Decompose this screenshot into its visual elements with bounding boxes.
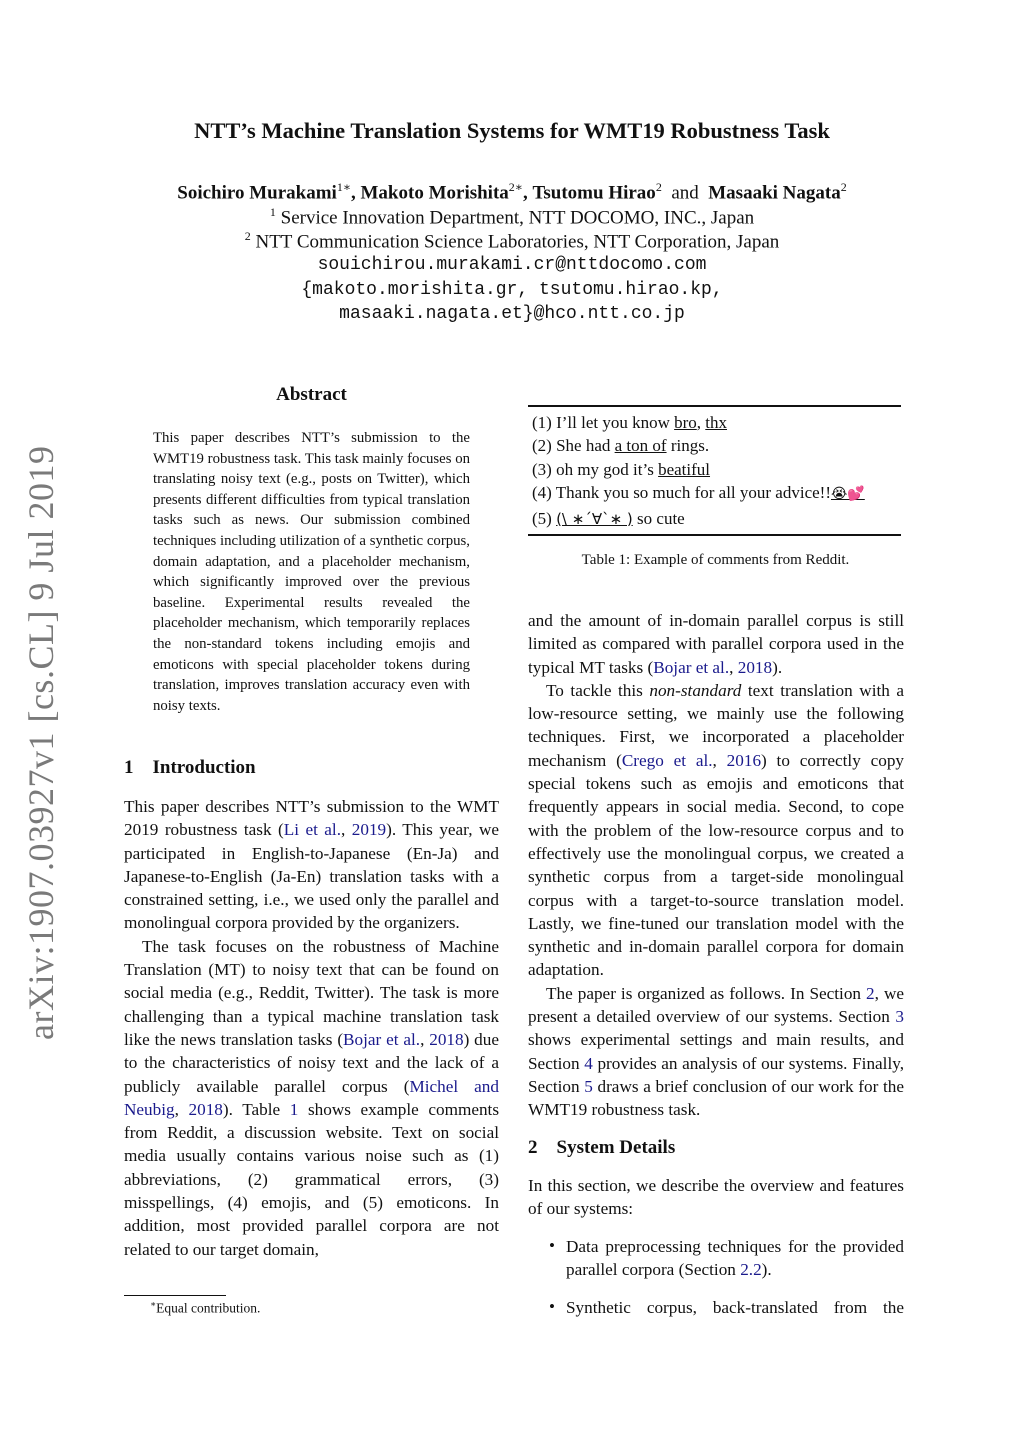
text-run: ) to correctly copy special tokens such as emojis and emoticons that frequently appears in social media. Second, to cope with the problem of the low-resource corpus and to effectively use the monolingual corpus, we created a synthetic corpus from a target-side monolingual corpus with a target-to-source translation model. Lastly, we fine-tuned our translation model with the synthetic and in-domain parallel corpora for domain adaptation.	[528, 750, 905, 980]
emoji-token: 😭💕	[831, 486, 865, 503]
text-run: The task focuses on the robustness of Machine Translation (MT) to noisy text that can be found on social media (e.g., Reddit, Twitter). The task is more challenging than a typical machine translation task like the news translation tasks (	[124, 936, 499, 1049]
bullet-item	[566, 1235, 904, 1282]
author-separator: ,	[351, 182, 356, 204]
paragraph	[528, 609, 904, 679]
affil-mark: 1	[269, 205, 276, 219]
section-1-heading	[124, 757, 256, 779]
citation-link[interactable]: 2016	[726, 750, 762, 770]
text-run: ,	[174, 1099, 189, 1119]
affiliation-1	[0, 205, 1024, 229]
text-run: ). Table	[222, 1099, 290, 1119]
text-run: The paper is organized as follows. In Section	[546, 983, 867, 1003]
text-run: and the amount of in-domain parallel corpus is still limited as compared with parallel corpora used in the typical MT tasks (	[528, 611, 904, 677]
citation-link[interactable]: Crego et al.	[621, 750, 713, 770]
author-list	[0, 180, 1024, 204]
citation-link[interactable]: 2019	[351, 820, 387, 840]
abstract-heading: Abstract	[276, 384, 347, 405]
paragraph	[528, 679, 904, 982]
text-run: ) due to the characteristics of noisy text and the lack of a publicly available parallel corpus (	[124, 1029, 499, 1096]
table-row	[532, 434, 902, 457]
section-ref-link[interactable]: 2.2	[740, 1260, 762, 1280]
section-ref-link[interactable]: 4	[584, 1053, 593, 1073]
table-ref-link[interactable]: 1	[289, 1099, 299, 1119]
citation-link[interactable]: Bojar et al.	[343, 1029, 421, 1049]
citation-link[interactable]: 2018	[737, 657, 773, 677]
text-run: shows experimental settings and main results, and Section	[528, 1030, 904, 1073]
text-run: ,	[712, 750, 727, 770]
bullet-item: Synthetic corpus, back-translated from the	[566, 1298, 904, 1317]
text-run: ,	[729, 657, 738, 677]
author-affil-mark: 2	[655, 180, 662, 194]
section-number: 1	[124, 757, 134, 778]
author-name: Masaaki Nagata	[708, 182, 841, 204]
cell-text: so cute	[632, 508, 685, 528]
cell-text: ,	[696, 413, 706, 432]
text-run: Data preprocessing techniques for the provided parallel corpora (Section	[566, 1237, 904, 1280]
section-ref-link[interactable]: 3	[895, 1007, 904, 1027]
author-affil-mark: 1∗	[336, 180, 351, 194]
footnote-rule	[124, 1295, 226, 1296]
citation-link[interactable]: 2018	[188, 1099, 223, 1119]
cell-text: (1) I’ll let you know	[532, 413, 675, 432]
citation-link[interactable]: Michel and Neubig	[124, 1076, 499, 1119]
text-run: ,	[341, 820, 352, 840]
section-title: System Details	[556, 1137, 676, 1158]
table-top-rule	[528, 405, 901, 407]
text-run: To tackle this	[546, 680, 650, 700]
affil-text: NTT Communication Science Laboratories, NTT Corporation, Japan	[255, 231, 780, 253]
paper-title: NTT’s Machine Translation Systems for WMT19 Robustness Task	[194, 118, 830, 143]
arxiv-identifier: arXiv:1907.03927v1 [cs.CL] 9 Jul 2019	[21, 445, 61, 1040]
underlined-token: beatiful	[658, 459, 711, 479]
table-row	[532, 481, 902, 506]
right-column-body	[528, 609, 904, 1122]
underlined-token: a ton of	[614, 436, 667, 456]
citation-link[interactable]: Li et al.	[283, 820, 342, 840]
table-bottom-rule	[528, 534, 901, 536]
author-separator: ,	[522, 182, 528, 204]
intro-paragraph-2	[124, 935, 499, 1261]
email-line-1[interactable]: souichirou.murakami.cr@nttdocomo.com	[317, 255, 707, 275]
author-affil-mark: 2	[840, 180, 847, 194]
author-name: Soichiro Murakami	[177, 182, 337, 204]
cell-text: rings.	[666, 436, 710, 456]
bullet-dot-icon: •	[549, 1236, 555, 1255]
section-number: 2	[528, 1137, 538, 1158]
table-row	[532, 507, 902, 531]
affiliation-2	[0, 229, 1024, 253]
text-run: ).	[761, 1260, 772, 1280]
table-1	[532, 411, 902, 531]
bullet-dot-icon: •	[549, 1297, 555, 1316]
text-run: provides an analysis of our systems. Finally, Section	[528, 1053, 905, 1096]
paragraph	[528, 982, 904, 1122]
section-2-heading	[528, 1137, 675, 1159]
footnote-mark: ∗	[150, 1299, 157, 1309]
emoticon-token: (\ ∗´∀`∗ )	[556, 509, 633, 528]
author-affil-mark: 2∗	[508, 180, 523, 194]
text-run: shows example comments from Reddit, a discussion website. Text on social media usually contains various noise such as (1) abbreviations, (2) grammatical errors, (3) misspellings, (4) emojis, and (5) emoticons. In addition, most provided parallel corpora are not related to our target domain,	[124, 1099, 500, 1259]
cell-text: (4) Thank you so much for all your advice!!	[532, 483, 831, 503]
intro-body	[124, 795, 499, 1261]
cell-text: (3) oh my god it’s	[532, 459, 659, 479]
author-name: Makoto Morishita	[360, 182, 509, 204]
author-name: Tsutomu Hirao	[532, 182, 656, 204]
text-run: This paper describes NTT’s submission to the WMT 2019 robustness task (	[124, 797, 499, 840]
text-run: , we present a detailed overview of our systems. Section	[528, 983, 904, 1027]
footnote-text: Equal contribution.	[156, 1300, 261, 1316]
section-title: Introduction	[152, 757, 256, 778]
text-run: text translation with a low-resource setting, we mainly use the following techniques. First, we incorporated a placeholder mechanism (	[528, 680, 904, 770]
cell-text: (2) She had	[532, 436, 615, 456]
abstract-text: This paper describes NTT’s submission to the WMT19 robustness task. This task mainly focuses on translating noisy text (e.g., posts on Twitter), which presents different difficulties from typical translation tasks such as news. Our submission combined techniques including utilization of a synthetic corpus, domain adaptation, and a placeholder mechanism, which significantly improved over the previous baseline. Experimental results revealed the placeholder mechanism, which temporarily replaces the non-standard tokens including emojis and emoticons with special placeholder tokens during translation, improves translation accuracy even with noisy texts.	[153, 430, 471, 714]
text-run: ,	[420, 1029, 430, 1049]
table-caption: Table 1: Example of comments from Reddit.	[581, 552, 850, 568]
affil-mark: 2	[244, 229, 251, 243]
section-ref-link[interactable]: 5	[584, 1076, 593, 1096]
text-run: ).	[772, 657, 783, 677]
table-row	[532, 458, 902, 481]
text-run: ). This year, we participated in English-to-Japanese (En-Ja) and Japanese-to-English (Ja-En) translation tasks with a constrained setting, i.e., we used only the parallel and monolingual corpora provided by the organizers.	[124, 820, 499, 933]
citation-link[interactable]: 2018	[429, 1029, 464, 1049]
author-and: and	[671, 182, 699, 204]
email-line-2[interactable]: {makoto.morishita.gr, tsutomu.hirao.kp,	[301, 280, 723, 300]
table-row	[532, 411, 902, 434]
text-run: draws a brief conclusion of our work for the WMT19 robustness task.	[528, 1076, 904, 1120]
underlined-token: bro	[674, 413, 697, 432]
underlined-token: thx	[705, 413, 728, 432]
section-ref-link[interactable]: 2	[866, 983, 875, 1003]
section-2-intro: In this section, we describe the overview and features of our systems:	[528, 1176, 904, 1219]
cell-text: (5)	[532, 508, 557, 528]
emphasis: non-standard	[649, 680, 742, 700]
affil-text: Service Innovation Department, NTT DOCOMO, INC., Japan	[280, 207, 755, 229]
citation-link[interactable]: Bojar et al.	[653, 657, 730, 677]
footnote	[150, 1299, 260, 1317]
intro-paragraph-1	[124, 795, 499, 935]
email-line-3[interactable]: masaaki.nagata.et}@hco.ntt.co.jp	[339, 304, 685, 324]
